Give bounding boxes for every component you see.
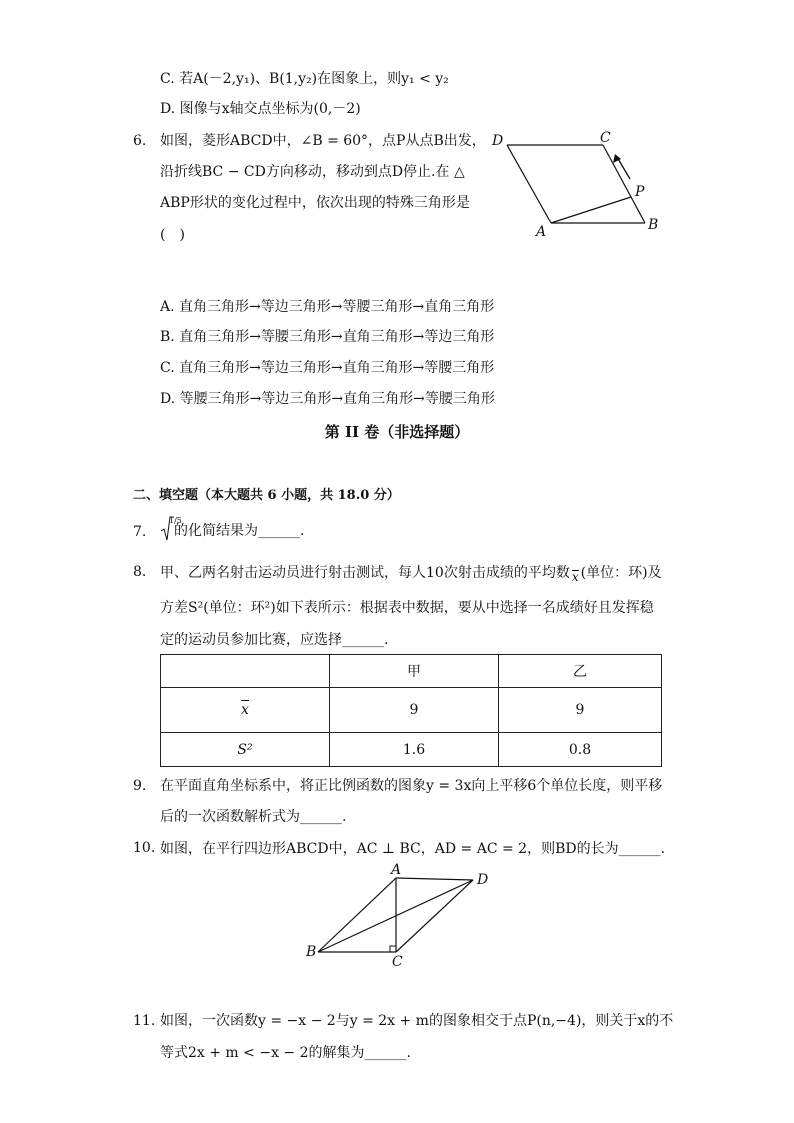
q7-text: 的化简结果为______. [174,523,305,539]
table-cell: 9 [499,688,662,733]
mean-symbol: x [571,570,579,584]
fig-label-a: A [536,224,547,240]
q8-number: 8. [133,564,147,580]
q9-text-line1: 在平面直角坐标系中，将正比例函数的图象y = 3x向上平移6个单位长度，则平移 [160,778,663,794]
table-cell [161,688,330,733]
table-cell: 0.8 [499,733,662,767]
q6-text-line2: 沿折线BC − CD方向移动，移动到点D停止.在 △ [160,164,465,180]
q6-option-c: C. 直角三角形→等边三角形→直角三角形→等腰三角形 [160,360,495,376]
part2-title: 第 II 卷（非选择题） [324,423,470,441]
fig-label-a: A [391,862,402,878]
parallelogram-figure [300,860,500,970]
radicand: 1/5 [169,516,182,525]
q6-text-line4: ( ) [160,227,185,243]
q6-text-line3: ABP形状的变化过程中，依次出现的特殊三角形是 [160,195,470,211]
table-cell: S² [161,733,330,767]
fig-label-d: D [492,133,504,149]
q9-number: 9. [133,778,147,794]
fig-label-b: B [648,217,659,233]
fig-label-b: B [306,944,317,960]
q10-number: 10. [133,840,156,856]
q10-text-line1: 如图，在平行四边形ABCD中，AC ⊥ BC，AD = AC = 2，则BD的长为______. [160,841,666,857]
fig-label-d: D [477,872,489,888]
q11-text-line1: 如图，一次函数y = −x − 2与y = 2x + m的图象相交于点P(n,−4)，则关于x的不 [160,1013,674,1029]
table-row [161,733,662,767]
q8-line1-part-a: 甲、乙两名射击运动员进行射击测试，每人10次射击成绩的平均数 [160,565,570,581]
table-row [161,688,662,733]
section2-heading: 二、填空题（本大题共 6 小题，共 18.0 分） [133,488,400,503]
stats-table [160,654,662,767]
table-header-cell: 甲 [330,655,499,688]
q8-text-line2: 方差S²(单位：环²)如下表所示：根据表中数据，要从中选择一名成绩好且发挥稳 [160,600,654,616]
q6-number: 6. [133,133,147,149]
radical-expression [160,514,182,542]
table-header-cell [161,655,330,688]
q8-text-line3: 定的运动员参加比赛，应选择______. [160,632,389,648]
q11-text-line2: 等式2x + m < −x − 2的解集为______. [160,1045,411,1061]
table-header-row [161,655,662,688]
q6-text-line1: 如图，菱形ABCD中，∠B = 60°，点P从点B出发， [160,133,486,149]
q11-number: 11. [133,1013,156,1029]
q6-option-b: B. 直角三角形→等腰三角形→直角三角形→等边三角形 [160,329,495,345]
table-cell: 1.6 [330,733,499,767]
q5-option-d: D. 图像与x轴交点坐标为(0,－2) [160,101,361,117]
table-header-cell: 乙 [499,655,662,688]
fig-label-c: C [392,954,403,970]
fig-label-p: P [635,184,645,200]
fig-label-c: C [600,130,611,146]
q5-option-c: C. 若A(－2,y₁)、B(1,y₂)在图象上，则y₁ < y₂ [160,71,449,87]
q9-text-line2: 后的一次函数解析式为______. [160,809,347,825]
q7-number: 7. [133,524,147,540]
rhombus-figure [485,125,665,240]
q6-option-d: D. 等腰三角形→等边三角形→直角三角形→等腰三角形 [160,391,495,407]
mean-symbol: x [241,702,249,718]
table-cell: 9 [330,688,499,733]
q8-line1-part-c: (单位：环)及 [580,565,662,581]
q6-option-a: A. 直角三角形→等边三角形→等腰三角形→直角三角形 [160,299,495,315]
q8-text-line1 [160,562,662,583]
q7-line [160,514,304,542]
